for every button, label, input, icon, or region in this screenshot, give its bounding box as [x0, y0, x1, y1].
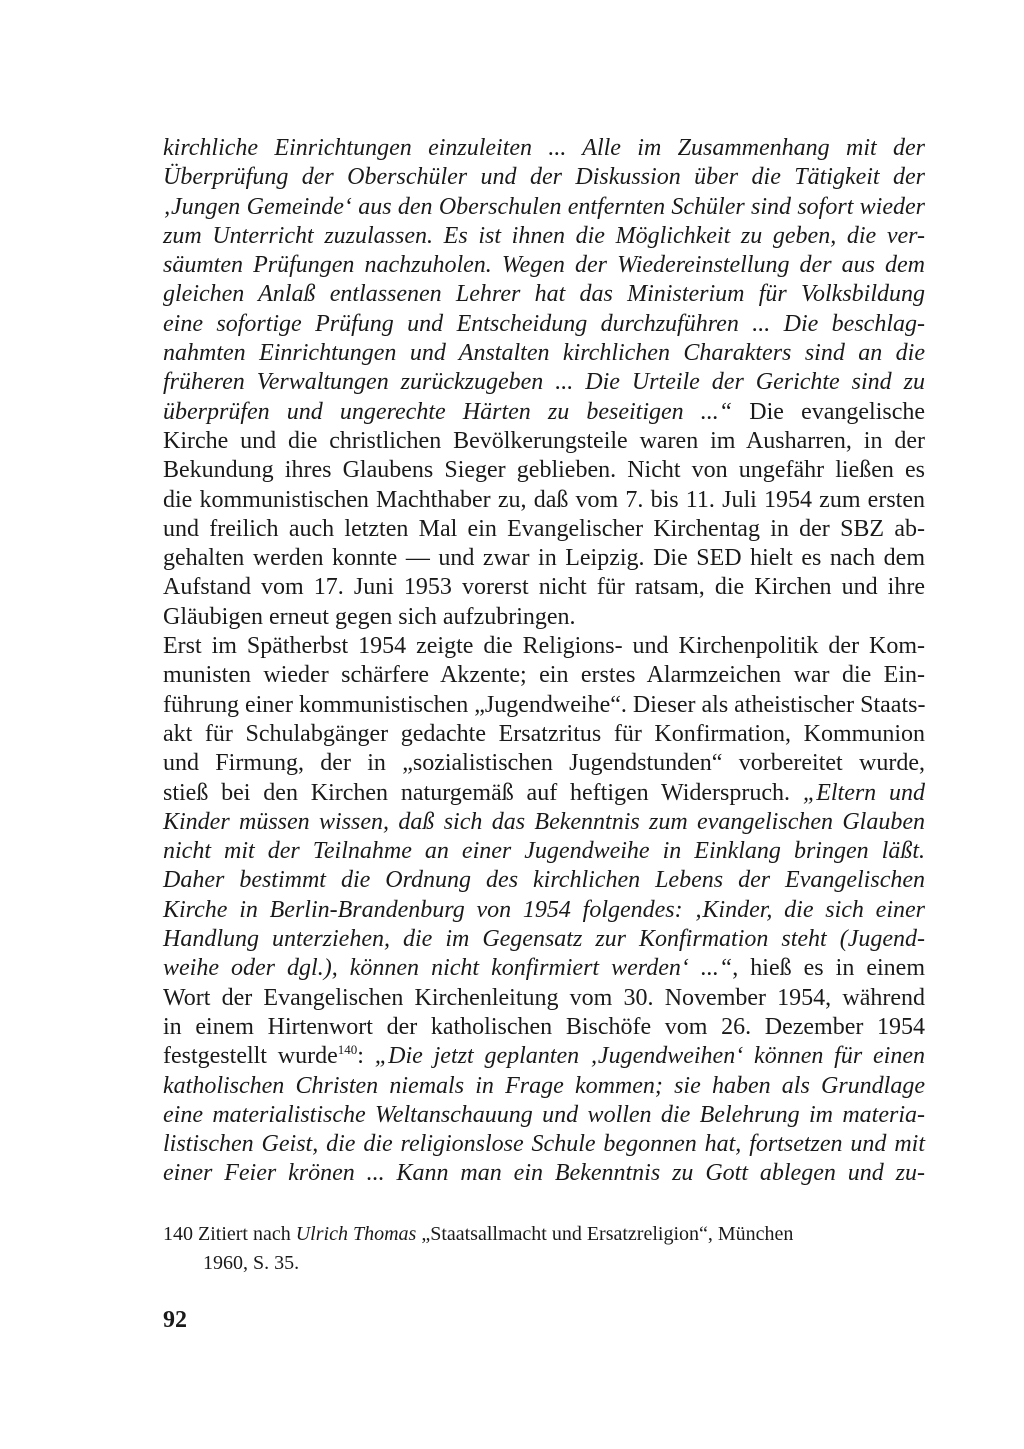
text-segment: säumten Prüfungen nachzuholen. Wegen der Wiedereinstellung der aus dem	[163, 252, 925, 279]
text-line	[163, 691, 925, 720]
text-line	[163, 486, 925, 515]
text-line	[163, 866, 925, 895]
text-segment: Kirche in Berlin-Brandenburg von 1954 folgendes: ‚Kinder, die sich einer	[163, 896, 925, 923]
text-segment: Kirche und die christlichen Bevölkerungsteile waren im Ausharren, in der	[163, 427, 925, 454]
footnote	[163, 1220, 925, 1278]
text-line	[163, 280, 925, 309]
text-segment: munisten wieder schärfere Akzente; ein erstes Alarmzeichen war die Ein-	[163, 662, 925, 689]
text-segment: früheren Verwaltungen zurückzugeben ... Die Urteile der Gerichte sind zu	[163, 369, 925, 396]
text-segment: katholischen Christen niemals in Frage kommen; sie haben als Grundlage	[163, 1072, 925, 1099]
text-segment: „Eltern und	[802, 779, 925, 806]
text-line	[163, 398, 925, 427]
text-line	[163, 749, 925, 778]
text-segment: zum Unterricht zuzulassen. Es ist ihnen die Möglichkeit zu geben, die ver-	[163, 222, 925, 249]
text-segment: Überprüfung der Oberschüler und der Diskussion über die Tätigkeit der	[163, 164, 925, 191]
page-number: 92	[163, 1307, 187, 1333]
text-line	[163, 837, 925, 866]
text-segment: Wort der Evangelischen Kirchenleitung vom 30. November 1954, während	[163, 984, 925, 1011]
text-segment: nicht mit der Teilnahme an einer Jugendweihe in Einklang bringen läßt.	[163, 838, 925, 865]
text-segment: Kinder müssen wissen, daß sich das Bekenntnis zum evangelischen Glauben	[163, 808, 925, 835]
text-line	[163, 1130, 925, 1159]
text-line	[163, 163, 925, 192]
text-segment: und freilich auch letzten Mal ein Evangelischer Kirchentag in der SBZ ab-	[163, 515, 925, 542]
text-line	[163, 1042, 925, 1071]
text-line	[163, 1220, 925, 1249]
body-text	[163, 134, 925, 1189]
text-segment: „Die jetzt geplanten ‚Jugendweihen‘ können für einen	[374, 1043, 925, 1070]
text-segment: akt für Schulabgänger gedachte Ersatzritus für Konfirmation, Kommunion	[163, 720, 925, 747]
text-segment: Erst im Spätherbst 1954 zeigte die Religions- und Kirchenpolitik der Kom-	[163, 633, 925, 660]
text-line	[163, 222, 925, 251]
text-segment: listischen Geist, die die religionslose Schule begonnen hat, fortsetzen und mit	[163, 1131, 925, 1158]
text-line	[163, 779, 925, 808]
text-segment: Die evangelische	[732, 398, 926, 425]
text-segment: einer Feier krönen ... Kann man ein Bekenntnis zu Gott ablegen und zu-	[163, 1160, 925, 1187]
text-segment: eine sofortige Prüfung und Entscheidung durchzuführen ... Die beschlag-	[163, 310, 925, 337]
text-segment: :	[357, 1043, 375, 1070]
text-segment: 1960, S. 35.	[203, 1252, 300, 1274]
text-segment: stieß bei den Kirchen naturgemäß auf heftigen Widerspruch.	[163, 779, 803, 806]
text-line	[163, 515, 925, 544]
text-segment: Bekundung ihres Glaubens Sieger geblieben. Nicht von ungefähr ließen es	[163, 457, 925, 484]
text-segment: 140 Zitiert nach	[163, 1223, 296, 1245]
text-segment: in einem Hirtenwort der katholischen Bischöfe vom 26. Dezember 1954	[163, 1013, 925, 1040]
text-line	[163, 251, 925, 280]
text-segment: die kommunistischen Machthaber zu, daß vom 7. bis 11. Juli 1954 zum ersten	[163, 486, 925, 513]
text-line	[163, 1101, 925, 1130]
text-line	[163, 1159, 925, 1188]
text-line	[163, 1249, 925, 1278]
text-line	[163, 984, 925, 1013]
text-line	[163, 925, 925, 954]
text-segment: und Firmung, der in „sozialistischen Jugendstunden“ vorbereitet wurde,	[163, 750, 925, 777]
text-line	[163, 310, 925, 339]
text-segment: festgestellt wurde	[163, 1043, 338, 1070]
text-line	[163, 456, 925, 485]
text-segment: Ulrich Thomas	[295, 1223, 417, 1245]
text-segment: , hieß es in einem	[732, 955, 926, 982]
text-segment: nahmten Einrichtungen und Anstalten kirchlichen Charakters sind an die	[163, 340, 925, 367]
text-line	[163, 573, 925, 602]
text-segment: ‚Jungen Gemeinde‘ aus den Oberschulen entfernten Schüler sind sofort wieder	[163, 193, 925, 220]
text-line	[163, 544, 925, 573]
text-segment: Aufstand vom 17. Juni 1953 vorerst nicht für ratsam, die Kirchen und ihre	[163, 574, 925, 601]
text-segment: Gläubigen erneut gegen sich aufzubringen.	[163, 603, 576, 630]
text-line	[163, 954, 925, 983]
text-segment: überprüfen und ungerechte Härten zu beseitigen ...“	[163, 398, 733, 425]
text-line	[163, 896, 925, 925]
text-line	[163, 427, 925, 456]
text-line	[163, 1072, 925, 1101]
text-segment: gehalten werden konnte — und zwar in Leipzig. Die SED hielt es nach dem	[163, 545, 925, 572]
text-line	[163, 632, 925, 661]
text-line	[163, 720, 925, 749]
text-segment: gleichen Anlaß entlassenen Lehrer hat das Ministerium für Volksbildung	[163, 281, 925, 308]
text-segment: weihe oder dgl.), können nicht konfirmiert werden‘ ...“	[163, 955, 733, 982]
text-segment: Handlung unterziehen, die im Gegensatz zur Konfirmation steht (Jugend-	[163, 926, 925, 953]
text-line	[163, 368, 925, 397]
text-line	[163, 603, 925, 632]
text-line	[163, 339, 925, 368]
text-line	[163, 1013, 925, 1042]
text-line	[163, 808, 925, 837]
text-segment: Daher bestimmt die Ordnung des kirchlichen Lebens der Evangelischen	[163, 867, 925, 894]
text-line	[163, 193, 925, 222]
text-segment: „Staatsallmacht und Ersatzreligion“, München	[416, 1223, 794, 1245]
text-segment: eine materialistische Weltanschauung und wollen die Belehrung im materia-	[163, 1101, 925, 1128]
text-line	[163, 661, 925, 690]
text-segment: führung einer kommunistischen „Jugendweihe“. Dieser als atheistischer Staats-	[163, 691, 926, 718]
footnote-ref: 140	[337, 1042, 358, 1058]
text-segment: kirchliche Einrichtungen einzuleiten ... Alle im Zusammenhang mit der	[163, 135, 925, 161]
text-line	[163, 134, 925, 163]
